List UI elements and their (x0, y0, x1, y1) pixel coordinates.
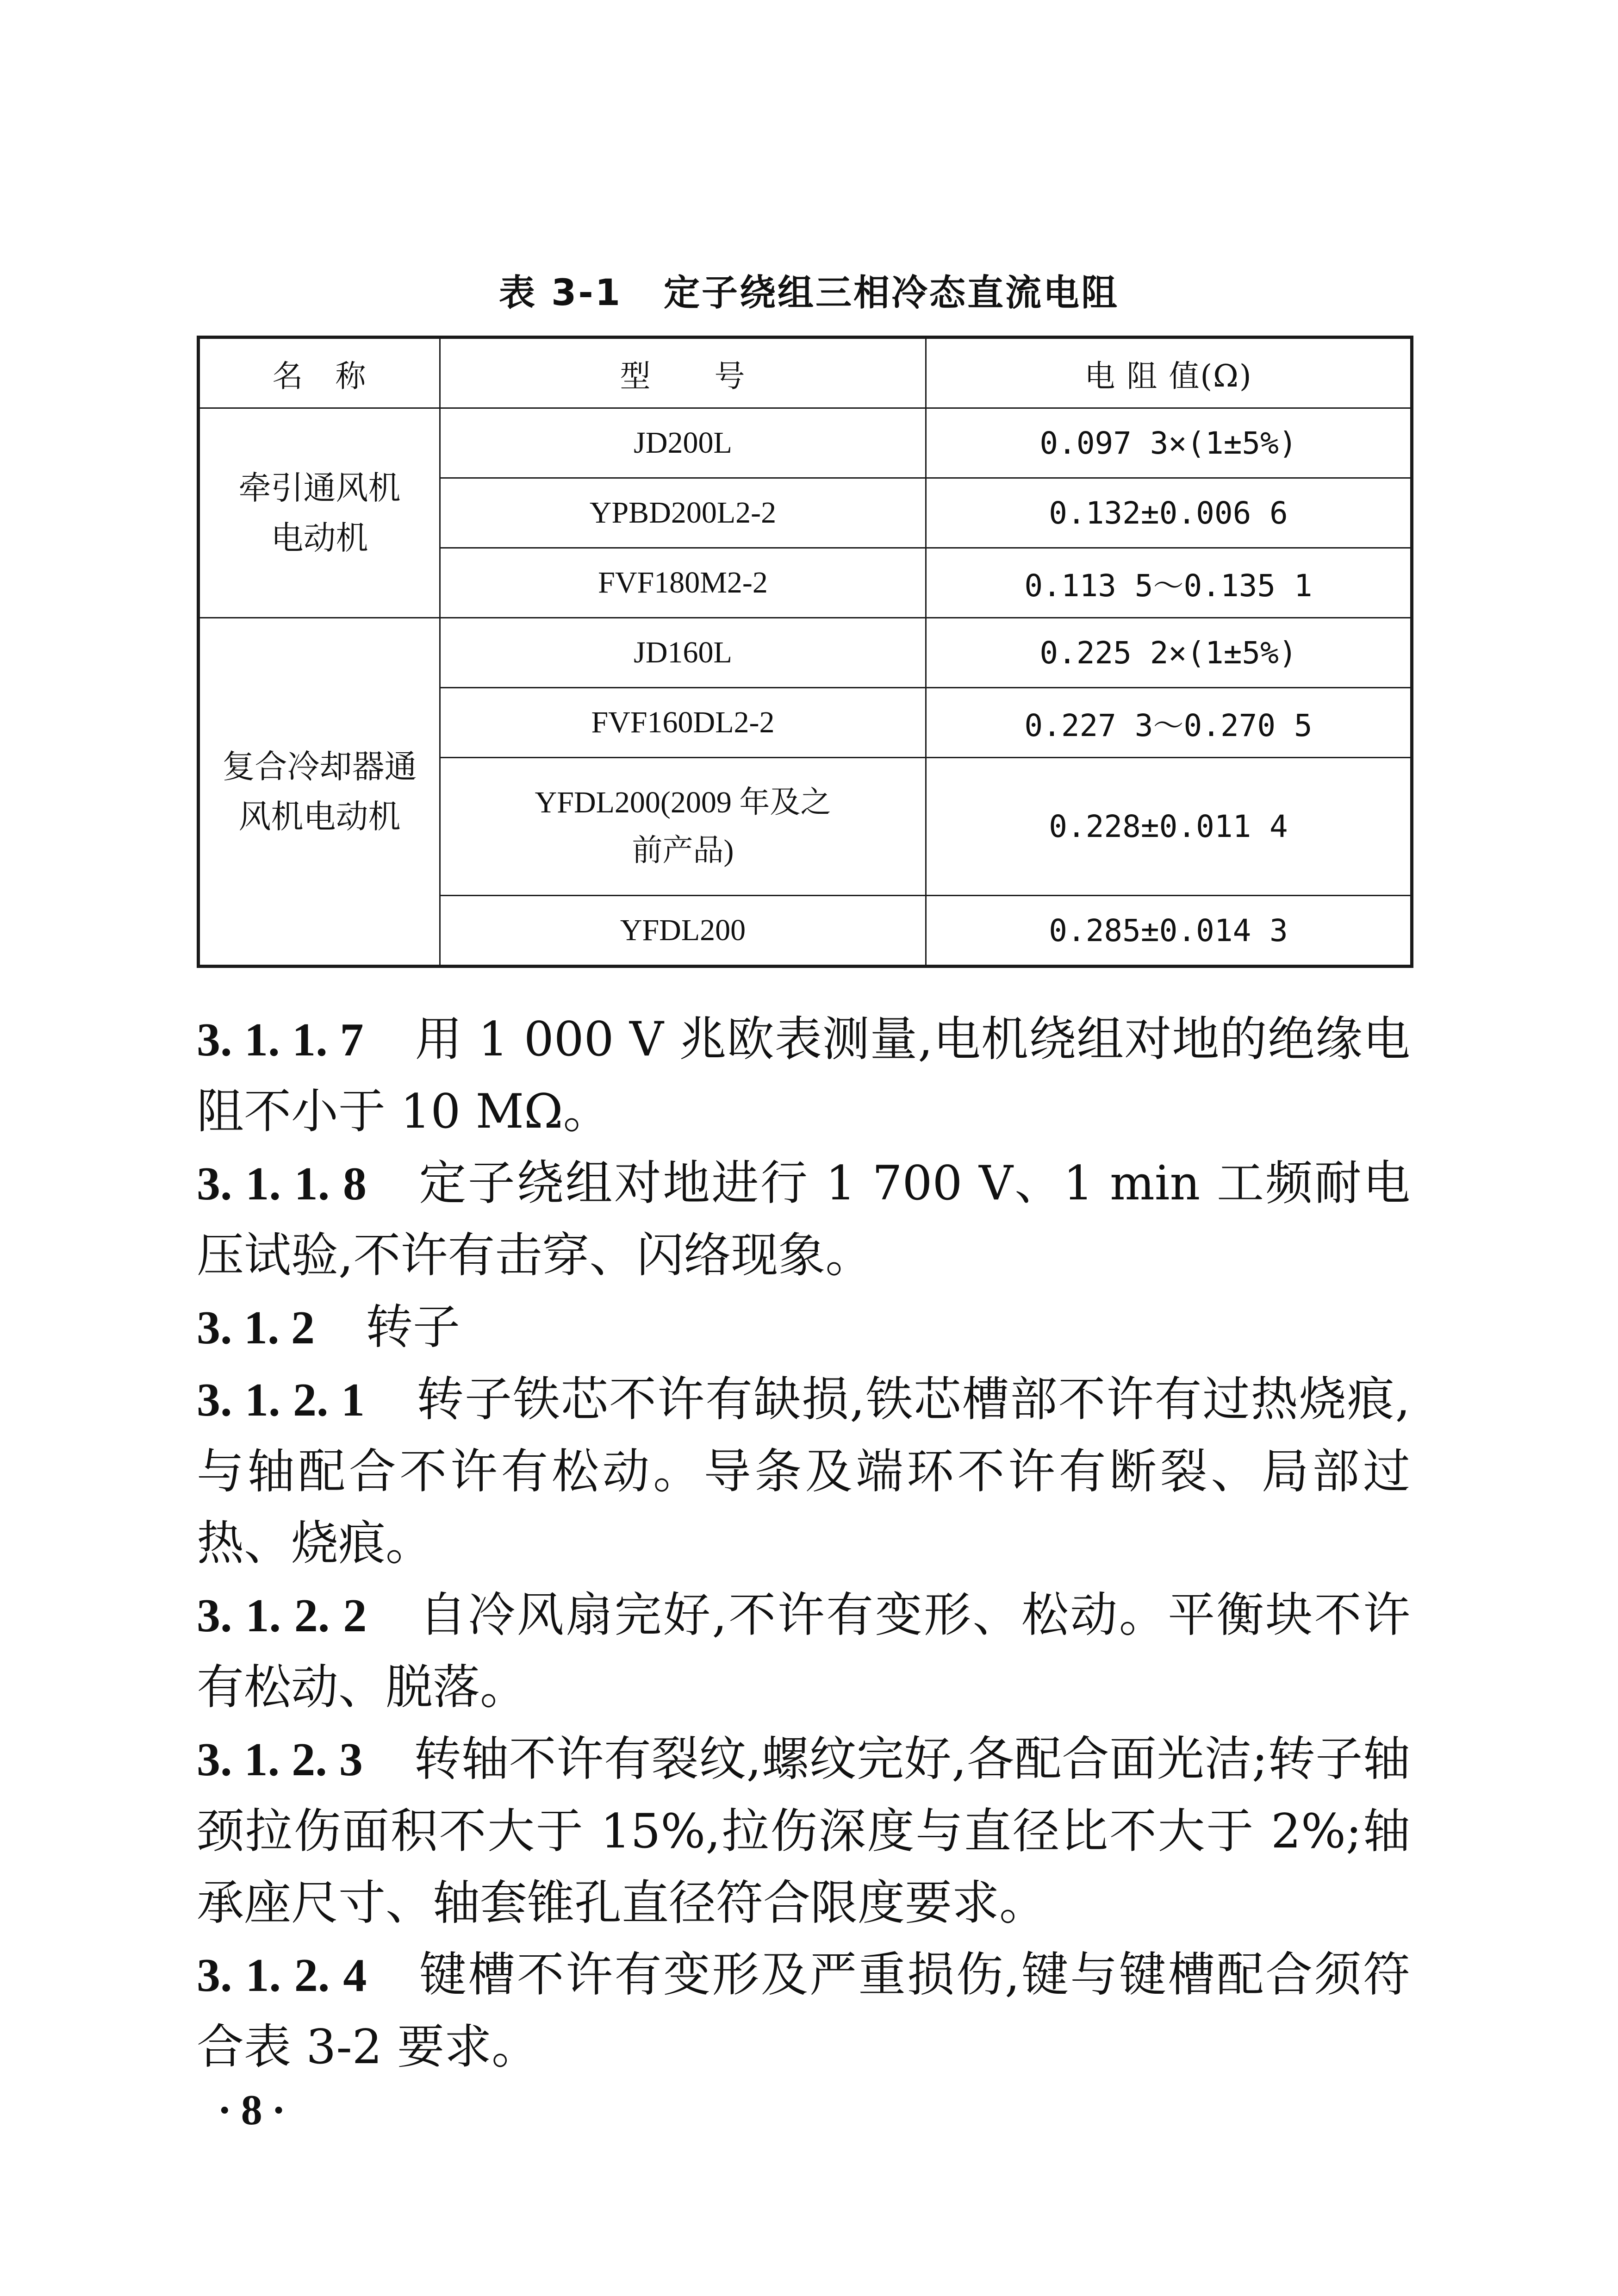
paragraph-text: 定子绕组对地进行 1 700 V、1 min 工频耐电压试验,不许有击穿、闪络现象。 (197, 1156, 1411, 1283)
model-cell: YPBD200L2-2 (440, 478, 926, 548)
model-cell: JD200L (440, 408, 926, 478)
section-number: 3. 1. 2. 4 (197, 1949, 367, 2002)
paragraph-3-1-2-4 (197, 1939, 1410, 2083)
header-model: 型 号 (440, 337, 926, 408)
section-number: 3. 1. 2. 3 (197, 1734, 363, 1786)
value-cell: 0.285±0.014 3 (926, 896, 1412, 967)
section-heading: 转子 (366, 1300, 460, 1355)
body-text (197, 1004, 1410, 2083)
group-name-label: 牵引通风机电动机 (238, 469, 401, 557)
header-name: 名 称 (199, 337, 440, 408)
page-number: ·8· (218, 2086, 295, 2134)
table-caption (0, 264, 1618, 316)
table-row (199, 408, 1412, 478)
table-header-row (199, 337, 1412, 408)
page-number-value: 8 (241, 2086, 272, 2134)
paragraph-3-1-2-3 (197, 1723, 1410, 1939)
model-cell-label: YFDL200(2009 年及之前产品) (535, 785, 831, 867)
paragraph-3-1-2-1 (197, 1364, 1410, 1579)
model-cell: FVF180M2-2 (440, 548, 926, 618)
paragraph-3-1-1-7 (197, 1004, 1410, 1148)
value-cell: 0.227 3～0.270 5 (926, 688, 1412, 758)
table-caption-title: 定子绕组三相冷态直流电阻 (664, 272, 1120, 314)
value-cell: 0.132±0.006 6 (926, 478, 1412, 548)
section-number: 3. 1. 2 (197, 1302, 315, 1354)
model-cell: JD160L (440, 618, 926, 688)
model-cell (440, 758, 926, 896)
table-caption-number: 表 3-1 (498, 272, 622, 314)
paragraph-text: 用 1 000 V 兆欧表测量,电机绕组对地的绝缘电阻不小于 10 MΩ。 (197, 1012, 1411, 1139)
value-cell: 0.097 3×(1±5%) (926, 408, 1412, 478)
paragraph-text: 转子铁芯不许有缺损,铁芯槽部不许有过热烧痕,与轴配合不许有松动。导条及端环不许有断裂、局部过热、烧痕。 (197, 1372, 1411, 1571)
paragraph-3-1-1-8 (197, 1148, 1410, 1292)
section-number: 3. 1. 2. 2 (197, 1590, 367, 1642)
table-row (199, 618, 1412, 688)
value-cell: 0.113 5～0.135 1 (926, 548, 1412, 618)
paragraph-text: 转轴不许有裂纹,螺纹完好,各配合面光洁;转子轴颈拉伤面积不大于 15%,拉伤深度与直径比不大于 2%;轴承座尺寸、轴套锥孔直径符合限度要求。 (197, 1732, 1410, 1931)
paragraph-3-1-2-2 (197, 1579, 1410, 1723)
header-resistance: 电 阻 值(Ω) (926, 337, 1412, 408)
paragraph-text: 自冷风扇完好,不许有变形、松动。平衡块不许有松动、脱落。 (197, 1588, 1410, 1715)
value-cell: 0.228±0.011 4 (926, 758, 1412, 896)
section-number: 3. 1. 1. 8 (197, 1158, 367, 1210)
section-number: 3. 1. 2. 1 (197, 1374, 365, 1426)
model-cell: YFDL200 (440, 896, 926, 967)
paragraph-text: 键槽不许有变形及严重损伤,键与键槽配合须符合表 3-2 要求。 (197, 1947, 1410, 2075)
model-cell: FVF160DL2-2 (440, 688, 926, 758)
group-name-traction-fan (199, 408, 440, 618)
group-name-label: 复合冷却器通风机电动机 (222, 748, 417, 836)
section-number: 3. 1. 1. 7 (197, 1014, 364, 1066)
resistance-table (197, 336, 1413, 968)
value-cell: 0.225 2×(1±5%) (926, 618, 1412, 688)
group-name-cooler-fan (199, 618, 440, 967)
heading-3-1-2 (197, 1292, 1410, 1364)
